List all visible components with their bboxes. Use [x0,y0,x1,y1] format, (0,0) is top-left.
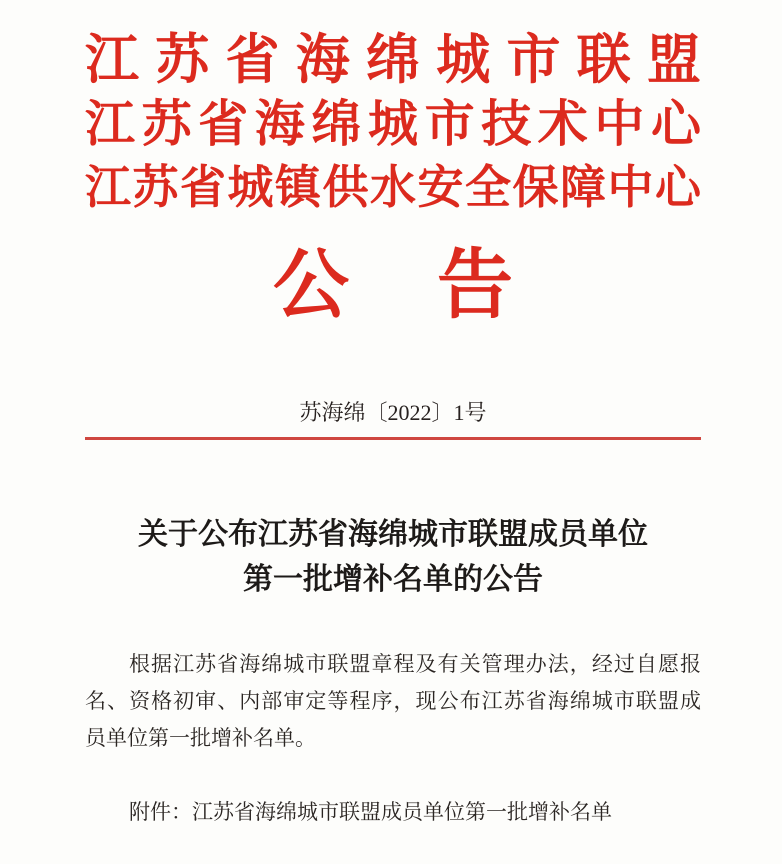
org-name-line-1: 江苏省海绵城市联盟 [85,30,701,90]
org-name-line-3: 江苏省城镇供水安全保障中心 [85,162,701,213]
document-number: 苏海绵〔2022〕1号 [299,400,487,425]
document-title-line-2: 第一批增补名单的公告 [243,563,543,596]
announcement-heading [85,236,701,336]
document-title [85,512,701,602]
body-line-1: 根据江苏省海绵城市联盟章程及有关管理办法，经过自愿报 [129,652,701,676]
attachment-title: 江苏省海绵城市联盟成员单位第一批增补名单 [192,800,612,824]
attachment-line [85,797,701,827]
letterhead [85,28,701,336]
document-title-line-1: 关于公布江苏省海绵城市联盟成员单位 [138,518,648,551]
announcement-char-1: 公 [273,244,349,328]
announcement-char-2: 告 [437,244,513,328]
body-line-2: 名、资格初审、内部审定等程序，现公布江苏省海绵城市联盟成 [85,689,701,713]
body-paragraph [85,646,701,757]
body-line-3: 员单位第一批增补名单。 [85,726,316,750]
org-name-line-2: 江苏省海绵城市技术中心 [85,96,701,152]
attachment-label: 附件： [129,800,192,824]
red-divider-rule [85,437,701,440]
